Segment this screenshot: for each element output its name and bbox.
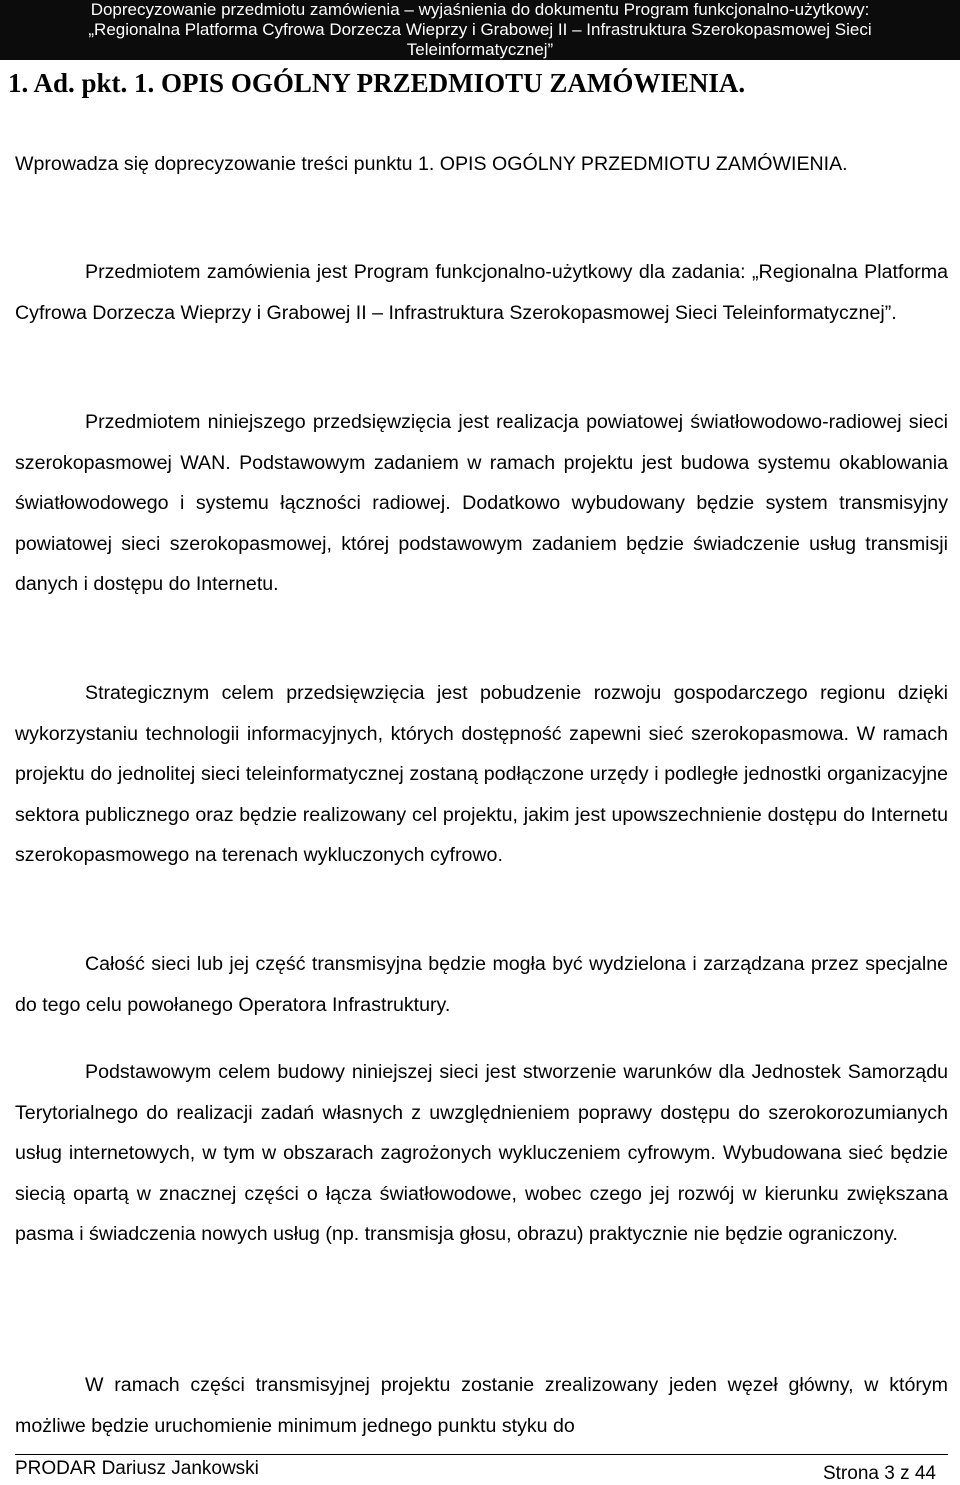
paragraph-subject: Przedmiotem zamówienia jest Program funkcjonalno-użytkowy dla zadania: „Regionalna Platforma Cyfrowa Dorzecza Wieprzy i Grabowej II – Infrastruktura Szerokopasmowej Sieci Teleinformatycznej”. [15, 261, 948, 324]
document-header [0, 0, 960, 60]
header-line-1: Doprecyzowanie przedmiotu zamówienia – wyjaśnienia do dokumentu Program funkcjonalno-użytkowy: [90, 0, 870, 19]
paragraph-goal: Podstawowym celem budowy niniejszej sieci jest stworzenie warunków dla Jednostek Samorządu Terytorialnego do realizacji zadań własnych z uwzględnieniem poprawy dostępu do szerokorozumianych usług internetowych, w tym w obszarach zagrożonych wykluczeniem cyfrowym. Wybudowana sieć będzie siecią opartą w znacznej części o łącza światłowodowe, wobec czego jej rozwój w kierunku zwiększana pasma i świadczenia nowych usług (np. transmisja głosu, obrazu) praktycznie nie będzie ograniczony. [15, 1061, 948, 1245]
paragraph-operator: Całość sieci lub jej część transmisyjna będzie mogła być wydzielona i zarządzana przez specjalne do tego celu powołanego Operatora Infrastruktury. [15, 953, 948, 1016]
paragraph-project: Przedmiotem niniejszego przedsięwzięcia jest realizacja powiatowej światłowodowo-radiowej sieci szerokopasmowej WAN. Podstawowym zadaniem w ramach projektu jest budowa systemu okablowania światłowodowego i systemu łączności radiowej. Dodatkowo wybudowany będzie system transmisyjny powiatowej sieci szerokopasmowej, której podstawowym zadaniem będzie świadczenie usług transmisji danych i dostępu do Internetu. [15, 411, 948, 595]
paragraph-intro: Wprowadza się doprecyzowanie treści punktu 1. OPIS OGÓLNY PRZEDMIOTU ZAMÓWIENIA. [15, 153, 848, 175]
page-number: Strona 3 z 44 [822, 1463, 936, 1484]
section-heading: 1. Ad. pkt. 1. OPIS OGÓLNY PRZEDMIOTU ZAMÓWIENIA. [8, 68, 746, 98]
paragraph-strategy: Strategicznym celem przedsięwzięcia jest pobudzenie rozwoju gospodarczego regionu dzięki wykorzystaniu technologii informacyjnych, których dostępność zapewni sieć szerokopasmowa. W ramach projektu do jednolitej sieci teleinformatycznej zostaną podłączone urzędy i podległe jednostki organizacyjne sektora publicznego oraz będzie realizowany cel projektu, jakim jest upowszechnienie dostępu do Internetu szerokopasmowego na terenach wykluczonych cyfrowo. [15, 682, 948, 866]
paragraph-transmission: W ramach części transmisyjnej projektu zostanie zrealizowany jeden węzeł główny, w którym możliwe będzie uruchomienie minimum jednego punktu styku do [15, 1374, 948, 1437]
header-line-3: Teleinformatycznej” [406, 40, 554, 59]
footer-author: PRODAR Dariusz Jankowski [15, 1458, 259, 1479]
document-footer [15, 1454, 948, 1484]
header-line-2: „Regionalna Platforma Cyfrowa Dorzecza Wieprzy i Grabowej II – Infrastruktura Szerokopasmowej Sieci [88, 20, 872, 39]
